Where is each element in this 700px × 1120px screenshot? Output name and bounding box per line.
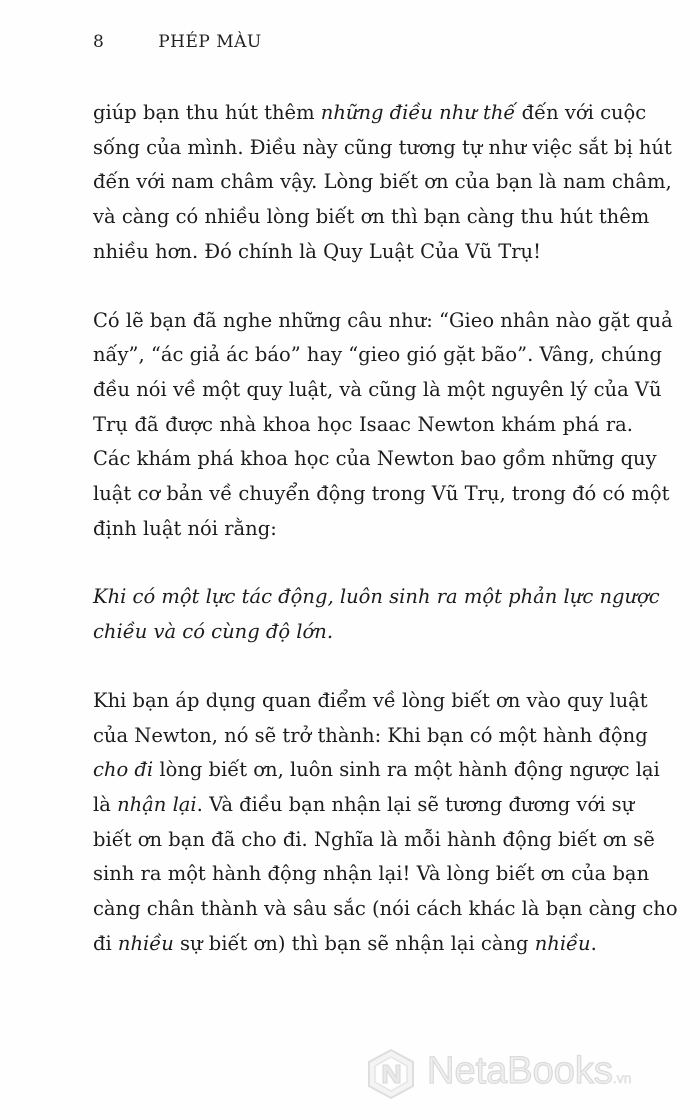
- text-span: đến với nam châm vậy. Lòng biết ơn của bạn là nam châm,: [93, 170, 672, 194]
- text-line: [93, 512, 633, 547]
- text-line: [93, 96, 647, 131]
- text-span: là: [93, 792, 118, 816]
- text-line: [93, 373, 662, 408]
- text-span: đến với cuộc: [515, 101, 647, 124]
- text-span: đi: [93, 931, 118, 955]
- text-span: đều nói về một quy luật, và cũng là một nguyên lý của Vũ: [93, 377, 662, 401]
- page-header: [93, 32, 262, 52]
- text-line: [93, 892, 678, 927]
- text-line: [93, 788, 633, 823]
- text-span: sinh ra một hành động nhận lại! Và lòng biết ơn của bạn: [93, 862, 650, 886]
- paragraph-gap: [93, 650, 633, 684]
- italic-text: nhận lại: [117, 792, 197, 816]
- text-span: của Newton, nó sẽ trở thành: Khi bạn có một hành động: [93, 723, 648, 747]
- italic-text: những điều như thế: [320, 101, 516, 124]
- text-line: [93, 823, 655, 858]
- watermark: [365, 1048, 685, 1100]
- running-title: PHÉP MÀU: [158, 32, 262, 52]
- text-span: Các khám phá khoa học của Newton bao gồm những quy: [93, 447, 657, 471]
- text-line: [93, 200, 650, 235]
- italic-text: cho đi: [93, 758, 154, 782]
- text-span: sự biết ơn) thì bạn sẽ nhận lại càng: [173, 931, 535, 955]
- text-line: [93, 857, 650, 892]
- text-span: càng chân thành và sâu sắc (nói cách khác là bạn càng cho: [93, 897, 678, 921]
- text-line: [93, 719, 648, 754]
- text-line: [93, 615, 633, 650]
- text-line: [93, 304, 673, 339]
- text-line: [93, 927, 633, 962]
- paragraph: [93, 684, 678, 962]
- paragraph-gap: [93, 546, 633, 580]
- text-span: nhiều hơn. Đó chính là Quy Luật Của Vũ Trụ!: [93, 239, 541, 263]
- text-span: . Và điều bạn nhận lại sẽ tương đương với sự: [196, 792, 635, 816]
- text-span: Có lẽ bạn đã nghe những câu như: “Gieo nhân nào gặt quả: [93, 308, 673, 332]
- italic-text: nhiều: [117, 931, 174, 955]
- text-line: [93, 684, 648, 719]
- text-line: [93, 477, 670, 512]
- text-span: giúp bạn thu hút thêm: [93, 101, 321, 124]
- text-line: [93, 131, 672, 166]
- text-span: nấy”, “ác giả ác báo” hay “gieo gió gặt bão”. Vâng, chúng: [93, 343, 662, 367]
- text-line: [93, 165, 672, 200]
- watermark-text: [427, 1050, 632, 1093]
- paragraph: [93, 96, 672, 270]
- text-span: Trụ đã được nhà khoa học Isaac Newton khám phá ra.: [93, 412, 633, 436]
- watermark-brand: NetaBooks: [427, 1050, 613, 1092]
- text-line: [93, 235, 633, 270]
- paragraph: [93, 580, 660, 649]
- text-line: [93, 442, 657, 477]
- page-number: 8: [93, 32, 105, 52]
- text-span: lòng biết ơn, luôn sinh ra một hành động ngược lại: [153, 758, 660, 782]
- italic-text: Khi có một lực tác động, luôn sinh ra một phản lực ngược: [93, 585, 660, 609]
- text-line: [93, 338, 662, 373]
- text-span: .: [590, 931, 597, 955]
- body-text: [93, 96, 678, 961]
- text-line: [93, 753, 660, 788]
- watermark-suffix: .vn: [612, 1070, 632, 1086]
- text-line: [93, 580, 660, 615]
- text-span: biết ơn bạn đã cho đi. Nghĩa là mỗi hành động biết ơn sẽ: [93, 827, 655, 851]
- italic-text: nhiều: [534, 931, 591, 955]
- netabooks-logo-icon: [365, 1048, 417, 1100]
- paragraph-gap: [93, 270, 633, 304]
- text-line: [93, 408, 633, 443]
- text-span: và càng có nhiều lòng biết ơn thì bạn càng thu hút thêm: [93, 205, 650, 229]
- text-span: Khi bạn áp dụng quan điểm về lòng biết ơn vào quy luật: [93, 688, 648, 712]
- paragraph: [93, 304, 673, 547]
- text-span: sống của mình. Điều này cũng tương tự như việc sắt bị hút: [93, 135, 672, 159]
- italic-text: chiều và có cùng độ lớn.: [93, 620, 334, 644]
- text-span: định luật nói rằng:: [93, 516, 277, 540]
- text-span: luật cơ bản về chuyển động trong Vũ Trụ, trong đó có một: [93, 482, 670, 506]
